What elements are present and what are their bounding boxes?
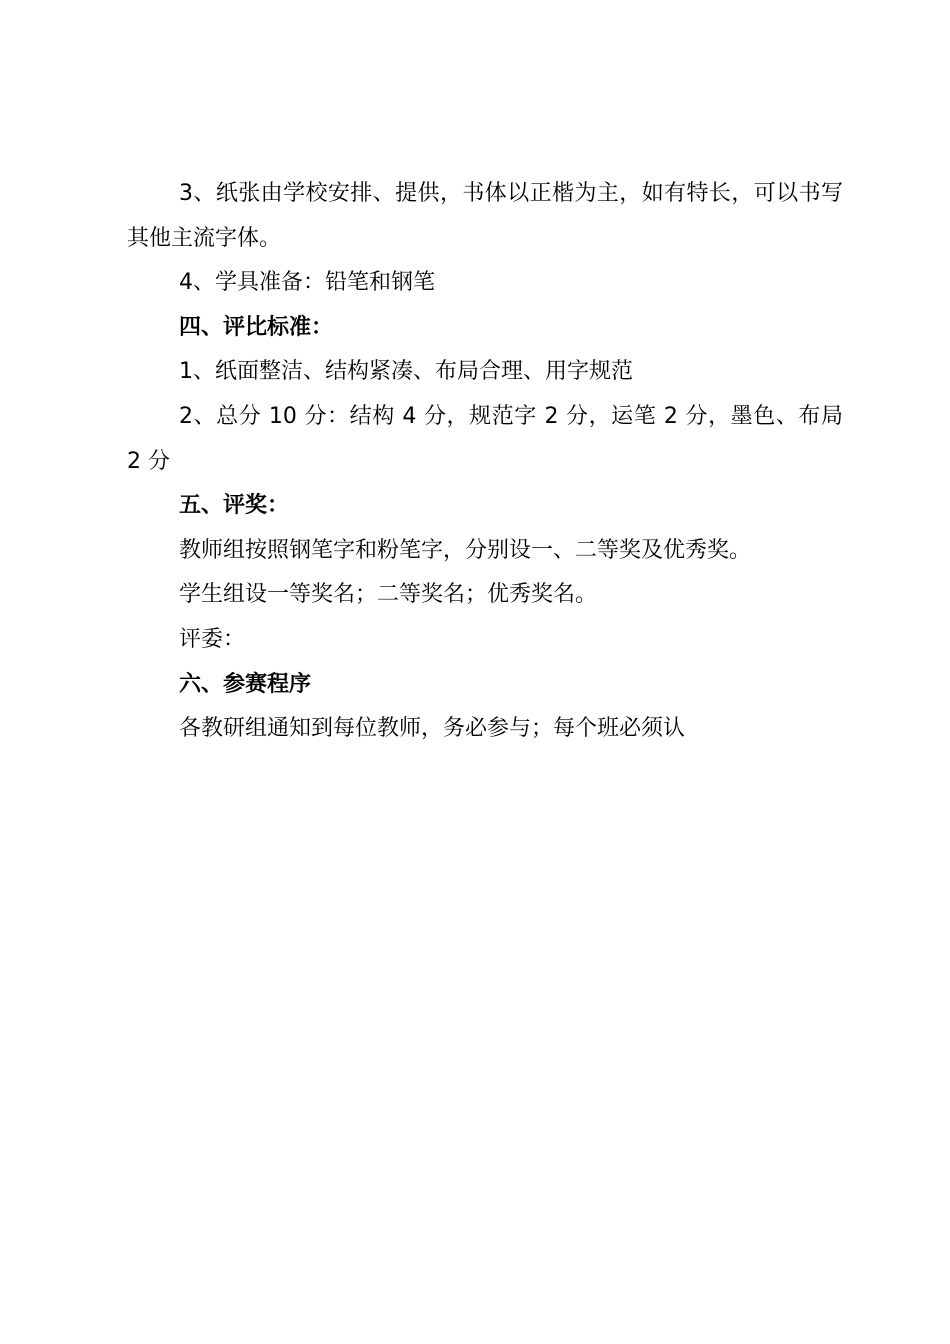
paragraph-teacher-awards: 教师组按照钢笔字和粉笔字，分别设一、二等奖及优秀奖。 xyxy=(179,537,752,563)
section-heading-criteria: 四、评比标准： xyxy=(179,314,334,340)
section-heading-procedure: 六、参赛程序 xyxy=(179,671,312,697)
paragraph-criteria-2: 2、总分 10 分：结构 4 分，规范字 2 分，运笔 2 分，墨色、布局 2 分 xyxy=(127,403,843,474)
paragraph-criteria-1: 1、纸面整洁、结构紧凑、布局合理、用字规范 xyxy=(179,359,633,385)
paragraph-paper-font: 3、纸张由学校安排、提供，书体以正楷为主，如有特长，可以书写其他主流字体。 xyxy=(127,181,843,251)
paragraph-judges: 评委： xyxy=(179,626,246,652)
paragraph-supplies: 4、学具准备：铅笔和钢笔 xyxy=(179,270,435,296)
paragraph-procedure: 各教研组通知到每位教师，务必参与；每个班必须认 xyxy=(179,716,686,742)
document-page xyxy=(127,172,843,752)
section-heading-awards: 五、评奖： xyxy=(179,493,290,519)
paragraph-student-awards: 学生组设一等奖名；二等奖名；优秀奖名。 xyxy=(179,582,598,608)
